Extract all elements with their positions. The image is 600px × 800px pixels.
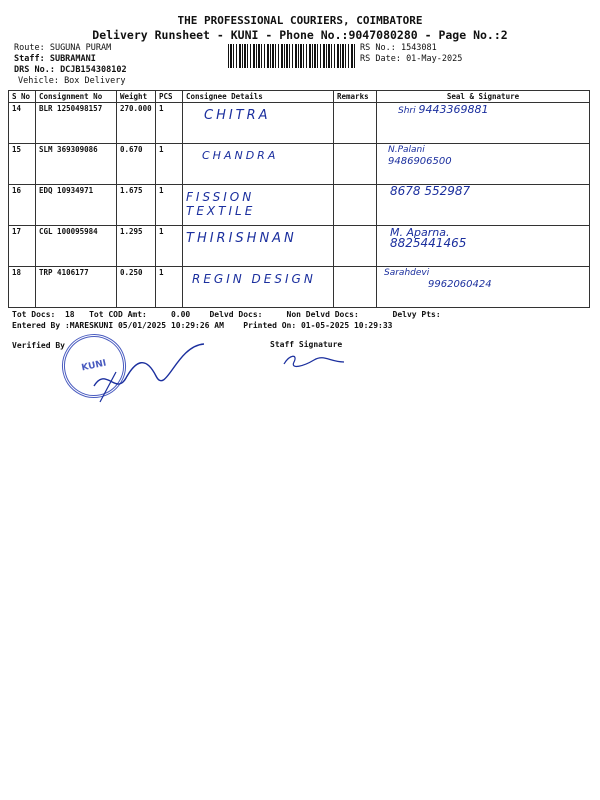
weight: 270.000 [117,103,156,144]
consignee: CHITRA [183,103,334,144]
signature: N.Palani 9486906500 [377,144,590,185]
entered-by-line: Entered By :MARESKUNI 05/01/2025 10:29:26 AM Printed On: 01-05-2025 10:29:33 [12,321,393,330]
remarks [334,144,377,185]
company-title: THE PROFESSIONAL COURIERS, COIMBATORE [177,14,423,27]
consignment-no: TRP 4106177 [36,267,117,308]
table-row [9,144,590,185]
runsheet-subtitle: Delivery Runsheet - KUNI - Phone No.:9047080280 - Page No.:2 [92,28,508,42]
table-header-row [9,91,590,103]
consignee: THIRISHNAN [183,226,334,267]
consignee: REGIN DESIGN [183,267,334,308]
barcode [228,44,356,68]
route-line: Route: SUGUNA PURAM [14,43,112,53]
drs-line: DRS No.: DCJB154308102 [14,65,127,75]
totals-line: Tot Docs: 18 Tot COD Amt: 0.00 Delvd Docs: Non Delvd Docs: Delvy Pts: [12,310,441,319]
pcs: 1 [156,226,183,267]
col-consignment: Consignment No [36,91,117,103]
signature: 8678 552987 [377,185,590,226]
sno: 14 [9,103,36,144]
signature: Sarahdevi 9962060424 [377,267,590,308]
remarks [334,185,377,226]
col-signature: Seal & Signature [377,91,590,103]
staff-line: Staff: SUBRAMANI [14,54,96,64]
sno: 15 [9,144,36,185]
weight: 1.675 [117,185,156,226]
staff-signature-label: Staff Signature [270,340,343,349]
runsheet-table [8,90,590,308]
verified-by-label: Verified By [12,341,65,350]
sno: 18 [9,267,36,308]
weight: 1.295 [117,226,156,267]
consignee: FISSION TEXTILE [183,185,334,226]
pcs: 1 [156,144,183,185]
table-row [9,226,590,267]
sno: 17 [9,226,36,267]
consignment-no: EDQ 10934971 [36,185,117,226]
weight: 0.250 [117,267,156,308]
weight: 0.670 [117,144,156,185]
rs-no: RS No.: 1543081 [360,43,437,53]
table-row [9,103,590,144]
consignment-no: SLM 369309086 [36,144,117,185]
table-row [9,267,590,308]
signature: Shri 9443369881 [377,103,590,144]
pcs: 1 [156,185,183,226]
consignment-no: CGL 100095984 [36,226,117,267]
verifier-signature [86,336,216,406]
remarks [334,226,377,267]
meta-right [360,43,462,65]
consignment-no: BLR 1250498157 [36,103,117,144]
remarks [334,267,377,308]
consignee: CHANDRA [183,144,334,185]
col-pcs: PCS [156,91,183,103]
staff-signature [280,350,350,372]
remarks [334,103,377,144]
pcs: 1 [156,267,183,308]
signature: M. Aparna. 8825441465 [377,226,590,267]
vehicle-line: Vehicle: Box Delivery [18,76,126,86]
col-sno: S No [9,91,36,103]
rs-date: RS Date: 01-May-2025 [360,54,463,64]
pcs: 1 [156,103,183,144]
col-weight: Weight [117,91,156,103]
col-consignee: Consignee Details [183,91,334,103]
office-stamp: KUNI [56,328,132,404]
sno: 16 [9,185,36,226]
table-row [9,185,590,226]
col-remarks: Remarks [334,91,377,103]
meta-left [14,43,127,87]
